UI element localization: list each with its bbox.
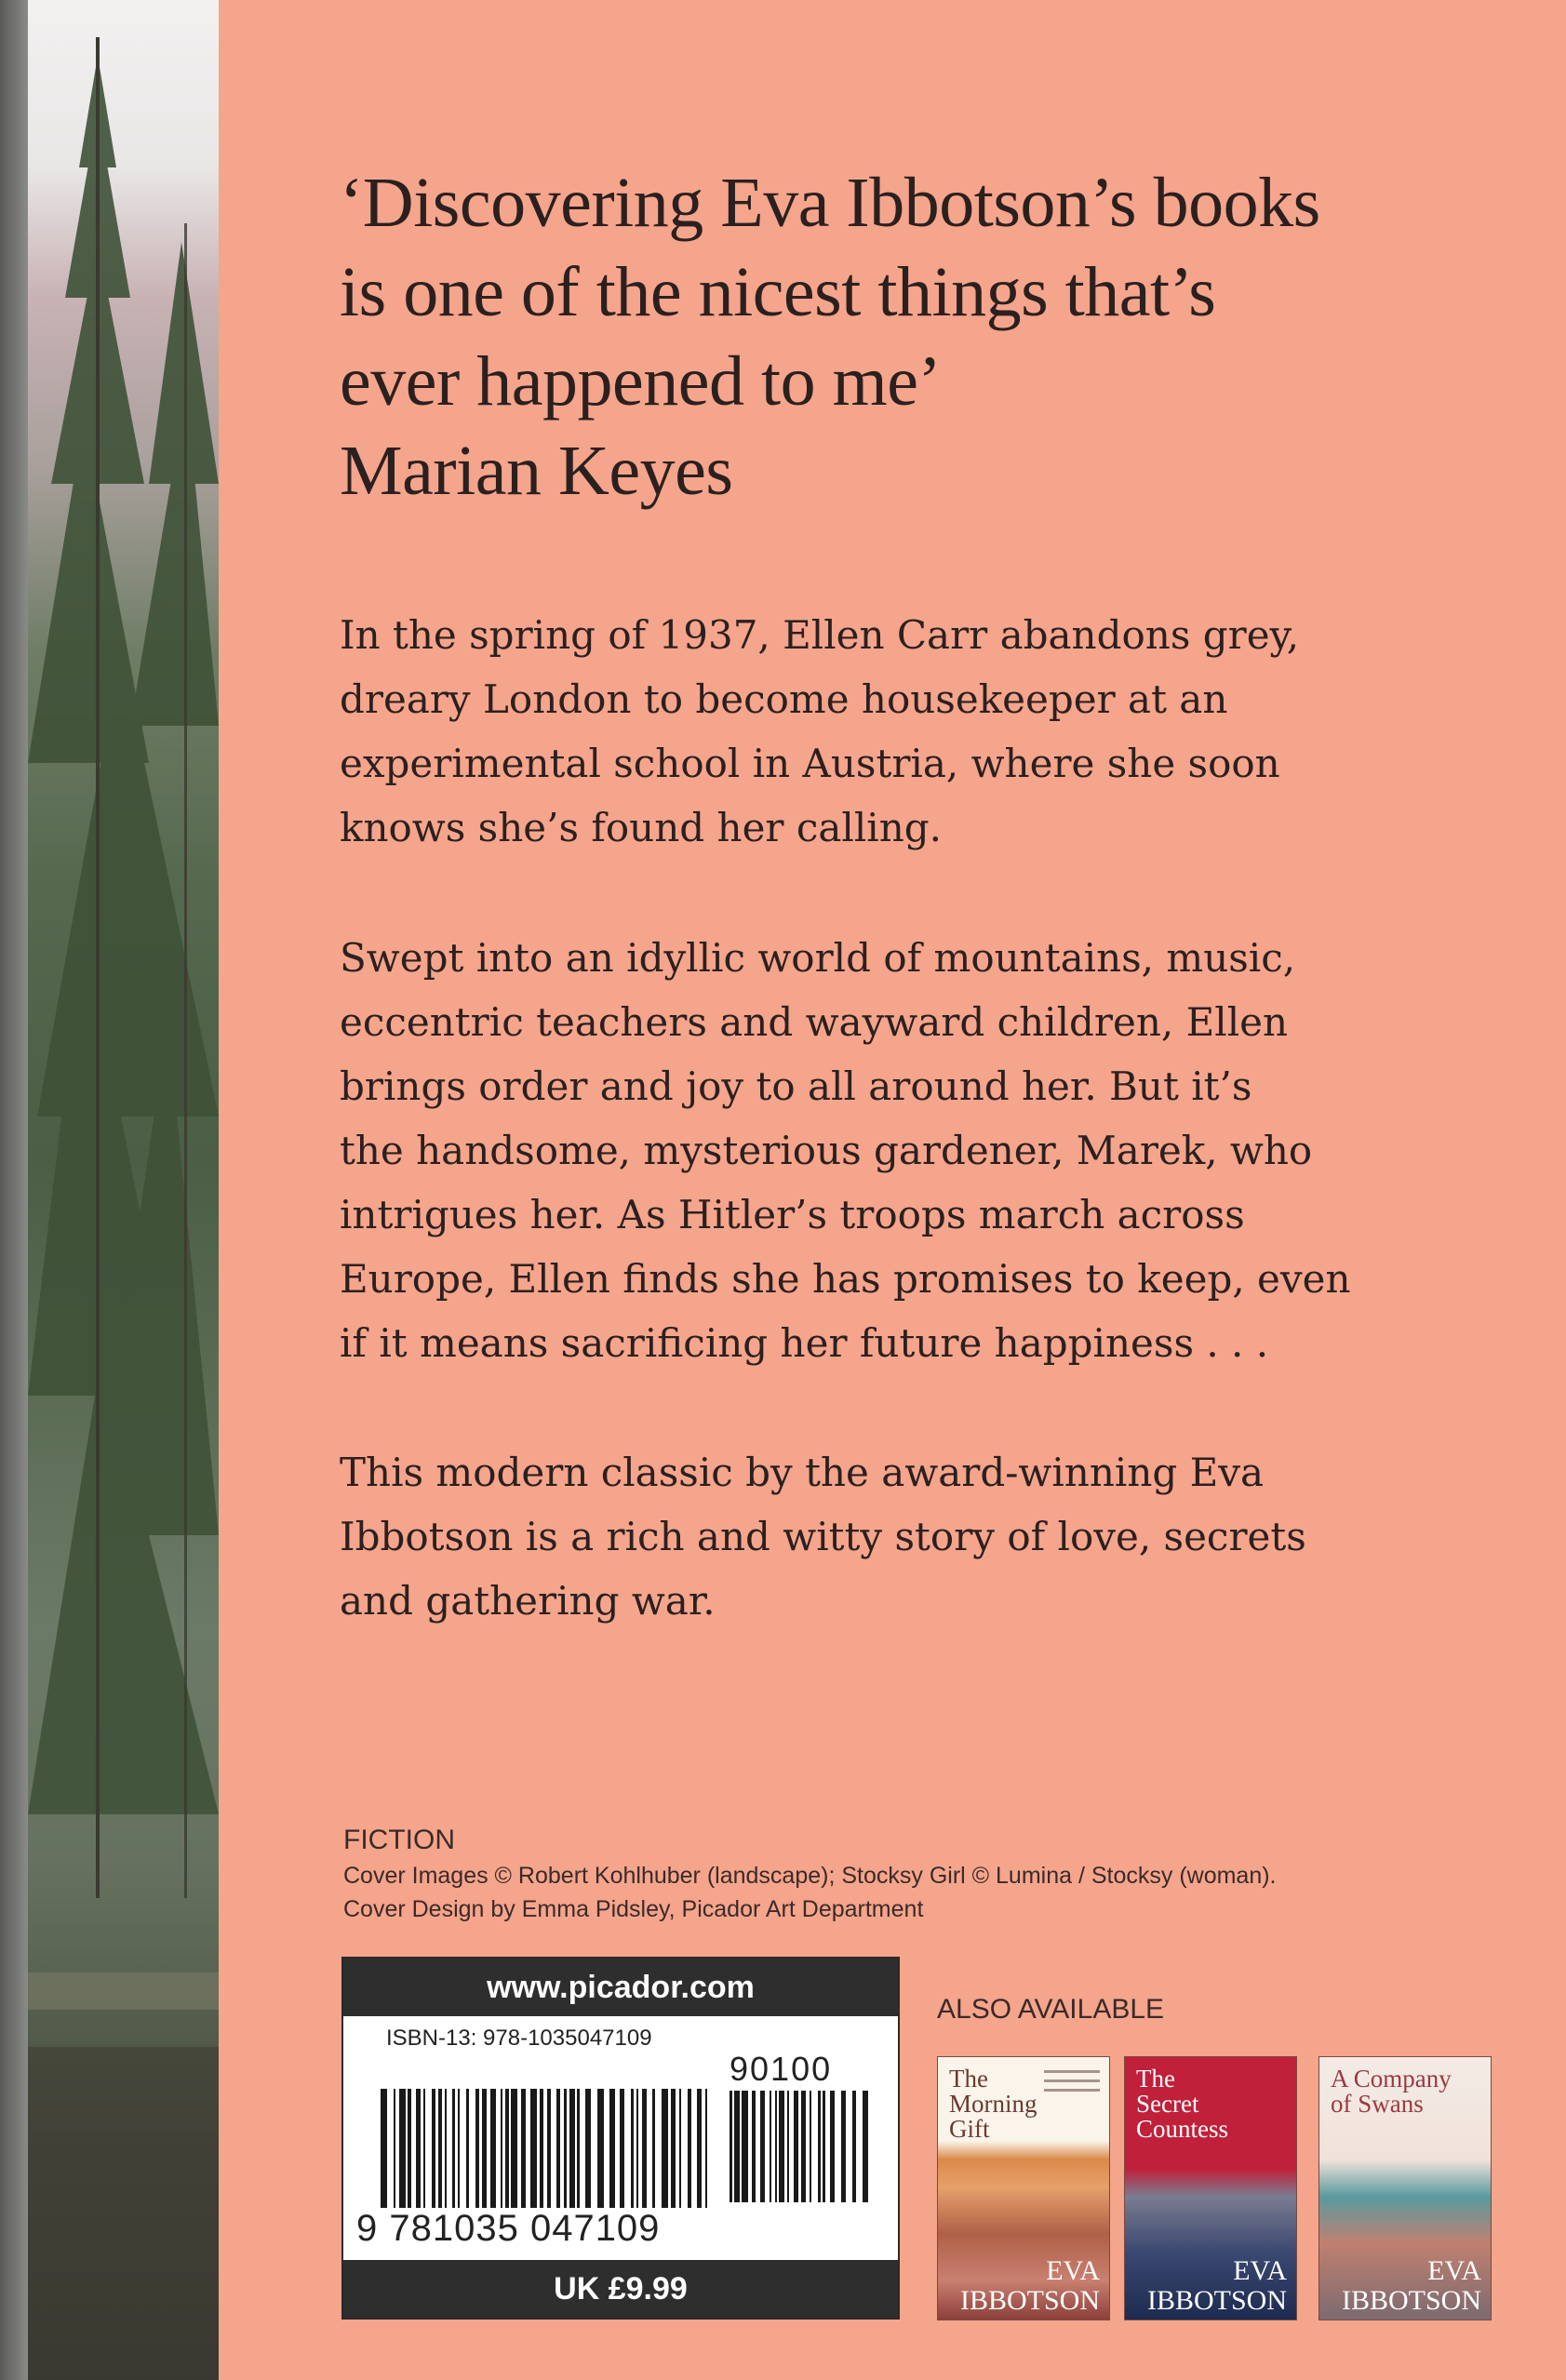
quote-line: is one of the nicest things that’s (340, 253, 1216, 331)
book-author: EVA IBBOTSON (959, 2255, 1100, 2316)
book-author: EVA IBBOTSON (1146, 2255, 1287, 2316)
barcode-bar (787, 2091, 789, 2202)
barcode-bar (794, 2091, 798, 2202)
design-credit: Cover Design by Emma Pidsley, Picador Art Department (343, 1896, 924, 1922)
barcode-bar (760, 2091, 765, 2202)
barcode-bar (511, 2089, 517, 2208)
barcode-bar (679, 2089, 681, 2208)
barcode-bar (688, 2089, 691, 2208)
blurb-paragraph-1 (340, 603, 1456, 860)
barcode-bars (381, 2089, 716, 2208)
barcode-bar (445, 2089, 447, 2208)
barcode-bar (662, 2089, 668, 2208)
book-title: The Morning Gift (949, 2065, 1037, 2143)
book-thumbnail-morning-gift (937, 2056, 1110, 2320)
blurb-line: knows she’s found her calling. (340, 805, 943, 850)
barcode-bar (642, 2089, 647, 2208)
barcode-bar (399, 2089, 406, 2208)
blurb-line: Ibbotson is a rich and witty story of love, secrets (340, 1514, 1306, 1559)
barcode-bar (770, 2091, 771, 2202)
barcode-bar (381, 2089, 387, 2208)
barcode-bar (458, 2089, 460, 2208)
book-title: The Secret Countess (1136, 2065, 1229, 2143)
barcode-bar (775, 2091, 777, 2202)
barcode-bar (779, 2091, 784, 2202)
blurb-line: Swept into an idyllic world of mountains, music, (340, 935, 1296, 981)
blurb-paragraph-2 (340, 926, 1456, 1375)
isbn-label: ISBN-13: 978-1035047109 (386, 2026, 652, 2051)
tree-silhouettes (28, 0, 219, 2380)
blurb-line: experimental school in Austria, where she soon (340, 741, 1280, 786)
barcode-bar (752, 2091, 756, 2202)
barcode-bar (801, 2091, 806, 2202)
barcode-bar (540, 2089, 543, 2208)
blurb-line: and gathering war. (340, 1578, 716, 1624)
blurb-line: intrigues her. As Hitler’s troops march across (340, 1192, 1245, 1237)
barcode-bar (830, 2091, 835, 2202)
barcode-bar (810, 2091, 811, 2202)
barcode-bar (852, 2091, 856, 2202)
book-spine-edge (0, 0, 28, 2380)
barcode-bar (490, 2089, 496, 2208)
addon-barcode-bars (729, 2091, 869, 2202)
cover-text-line (1044, 2079, 1100, 2082)
blurb-line: eccentric teachers and wayward children, Ellen (340, 999, 1289, 1045)
barcode-bar (636, 2089, 638, 2208)
barcode-bar (569, 2089, 575, 2208)
barcode-bar (501, 2089, 502, 2208)
barcode-bar (818, 2091, 821, 2202)
book-thumbnail-secret-countess (1124, 2056, 1297, 2320)
blurb-line: if it means sacrificing her future happiness . . . (340, 1320, 1269, 1366)
barcode-bar (823, 2091, 825, 2202)
forest-photo-strip (28, 0, 219, 2380)
barcode-bar (432, 2089, 435, 2208)
barcode-bar (505, 2089, 509, 2208)
barcode-bar (841, 2091, 846, 2202)
blurb-line: This modern classic by the award-winning Eva (340, 1450, 1265, 1495)
also-available-heading: ALSO AVAILABLE (937, 1994, 1165, 2025)
barcode-box (341, 1957, 900, 2320)
blurb-line: In the spring of 1937, Ellen Carr abandons grey, (340, 612, 1300, 658)
cover-text-line (1044, 2070, 1100, 2073)
barcode-bar (547, 2089, 551, 2208)
barcode-bar (609, 2089, 615, 2208)
image-credit: Cover Images © Robert Kohlhuber (landscape); Stocksy Girl © Lumina / Stocksy (woman). (343, 1863, 1277, 1889)
barcode-digits: 9 781035 047109 (356, 2208, 661, 2249)
price-label: UK £9.99 (343, 2260, 898, 2318)
barcode-bar (482, 2089, 487, 2208)
cover-credits (343, 1822, 1460, 1926)
barcode-bar (597, 2089, 604, 2208)
barcode-bar (556, 2089, 560, 2208)
barcode-bar (564, 2089, 567, 2208)
genre-label: FICTION (343, 1825, 455, 1855)
barcode-bar (521, 2089, 526, 2208)
endorsement-quote (340, 158, 1503, 515)
barcode-bar (705, 2089, 707, 2208)
barcode-bar (671, 2089, 676, 2208)
blurb-paragraph-3 (340, 1440, 1456, 1633)
barcode-bar (742, 2091, 748, 2202)
quote-line: ‘Discovering Eva Ibbotson’s books (340, 164, 1320, 242)
book-author: EVA IBBOTSON (1341, 2255, 1481, 2316)
barcode-bar (475, 2089, 479, 2208)
barcode-bar (466, 2089, 469, 2208)
barcode-bar (416, 2089, 421, 2208)
quote-attribution: Marian Keyes (340, 432, 733, 510)
blurb-line: brings order and joy to all around her. But it’s (340, 1063, 1252, 1109)
barcode-bar (729, 2091, 732, 2202)
blurb-line: the handsome, mysterious gardener, Marek, who (340, 1128, 1313, 1173)
barcode-bar (734, 2091, 740, 2202)
barcode-bar (438, 2089, 442, 2208)
barcode-bar (452, 2089, 455, 2208)
book-title: A Company of Swans (1331, 2065, 1452, 2118)
blurb-line: Europe, Ellen finds she has promises to keep, even (340, 1256, 1351, 1302)
barcode-bar (652, 2089, 655, 2208)
barcode-bar (620, 2089, 624, 2208)
barcode-bar (577, 2089, 580, 2208)
barcode-bar (423, 2089, 425, 2208)
barcode-bar (697, 2089, 702, 2208)
publisher-website: www.picador.com (343, 1959, 898, 2016)
barcode-bar (631, 2089, 634, 2208)
back-cover-panel (219, 0, 1566, 2380)
price-code: 90100 (729, 2050, 833, 2088)
cover-text-line (1044, 2089, 1100, 2092)
barcode-bar (585, 2089, 591, 2208)
blurb-line: dreary London to become housekeeper at an (340, 676, 1228, 722)
book-thumbnail-company-of-swans (1318, 2056, 1492, 2320)
barcode-bar (408, 2089, 411, 2208)
barcode-bar (394, 2089, 395, 2208)
barcode-bar (530, 2089, 537, 2208)
quote-line: ever happened to me’ (340, 342, 942, 421)
barcode-bar (863, 2091, 868, 2202)
